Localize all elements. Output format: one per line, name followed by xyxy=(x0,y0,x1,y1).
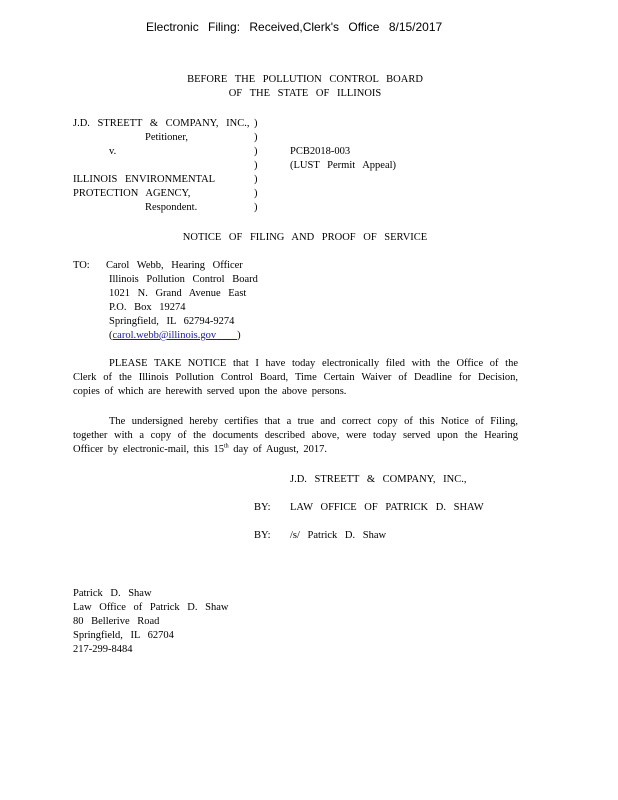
caption-bracket: ) xyxy=(254,202,258,213)
respondent-line-2: PROTECTION AGENCY, xyxy=(73,188,191,199)
addressee-line-3: 1021 N. Grand Avenue East xyxy=(109,288,247,299)
signature-company: J.D. STREETT & COMPANY, INC., xyxy=(290,474,467,485)
by-label: BY: xyxy=(254,502,271,513)
addressee-line-2: Illinois Pollution Control Board xyxy=(109,274,258,285)
certification-text: The undersigned hereby certifies that a true and correct copy of this Notice of Filing, together with a copy of the documents described above, were today served upon the Hearing Officer by electronic-mail, this 15 xyxy=(73,416,518,455)
attorney-firm: Law Office of Patrick D. Shaw xyxy=(73,602,229,613)
signature-law-office: LAW OFFICE OF PATRICK D. SHAW xyxy=(290,502,484,513)
attorney-phone: 217-299-8484 xyxy=(73,644,133,655)
caption-bracket: ) xyxy=(254,118,258,129)
to-label: TO: xyxy=(73,260,90,271)
caption-bracket: ) xyxy=(254,174,258,185)
date-superscript: th xyxy=(223,443,229,450)
addressee-email-line xyxy=(109,329,241,343)
heading-line-1: BEFORE THE POLLUTION CONTROL BOARD xyxy=(187,74,423,85)
certification-date-text: day of August, 2017. xyxy=(228,444,328,455)
petitioner-role: Petitioner, xyxy=(145,132,189,143)
addressee-line-1: Carol Webb, Hearing Officer xyxy=(106,260,243,271)
email-link-underline-gap xyxy=(216,330,237,341)
caption-bracket: ) xyxy=(254,188,258,199)
attorney-name: Patrick D. Shaw xyxy=(73,588,152,599)
addressee-line-5: Springfield, IL 62794-9274 xyxy=(109,316,235,327)
addressee-line-4: P.O. Box 19274 xyxy=(109,302,186,313)
email-close-paren: ) xyxy=(237,330,241,341)
heading-line-2: OF THE STATE OF ILLINOIS xyxy=(228,88,382,99)
electronic-signature: /s/ Patrick D. Shaw xyxy=(290,530,387,541)
case-number: PCB2018-003 xyxy=(290,146,351,157)
versus: v. xyxy=(109,146,117,157)
notice-title: NOTICE OF FILING AND PROOF OF SERVICE xyxy=(182,232,428,243)
filing-stamp: Electronic Filing: Received,Clerk's Office 8/15/2017 xyxy=(146,20,443,34)
caption-bracket: ) xyxy=(254,146,258,157)
attorney-city: Springfield, IL 62704 xyxy=(73,630,174,641)
caption-bracket: ) xyxy=(254,132,258,143)
notice-paragraph: PLEASE TAKE NOTICE that I have today electronically filed with the Office of the Clerk of the Illinois Pollution Control Board, Time Certain Waiver of Deadline for Decision, copies of which are herewith served upon the above persons. xyxy=(73,358,518,397)
respondent-role: Respondent. xyxy=(145,202,198,213)
respondent-line-1: ILLINOIS ENVIRONMENTAL xyxy=(73,174,216,185)
attorney-street: 80 Bellerive Road xyxy=(73,616,160,627)
certification-paragraph xyxy=(73,415,518,457)
hearing-officer-email-link[interactable]: carol.webb@illinois.gov xyxy=(112,330,217,341)
caption-bracket: ) xyxy=(254,160,258,171)
case-type: (LUST Permit Appeal) xyxy=(290,160,397,171)
petitioner-name: J.D. STREETT & COMPANY, INC., xyxy=(73,118,250,129)
email-open-paren: ( xyxy=(109,330,113,341)
by-label: BY: xyxy=(254,530,271,541)
